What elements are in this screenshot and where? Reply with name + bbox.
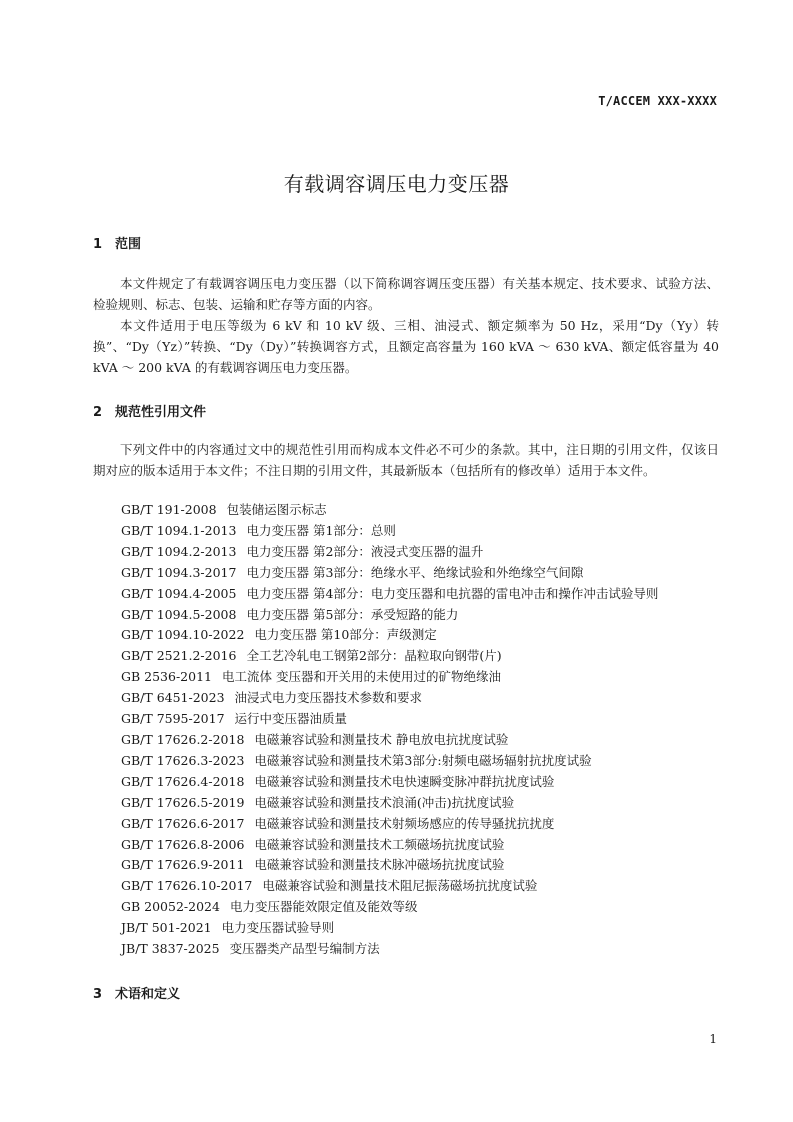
section-title: 范围	[115, 237, 142, 252]
reference-item	[121, 542, 721, 563]
references-intro-paragraph: 下列文件中的内容通过文中的规范性引用而构成本文件必不可少的条款。其中，注日期的引用文件，仅该日期对应的版本适用于本文件；不注日期的引用文件，其最新版本（包括所有的修改单）适用于本文件。	[93, 442, 719, 478]
reference-item	[121, 835, 721, 856]
reference-item	[121, 500, 721, 521]
reference-title: 全工艺冷轧电工钢第2部分：晶粒取向钢带(片)	[246, 648, 502, 664]
reference-code: GB/T 17626.6-2017	[121, 815, 245, 831]
reference-item	[121, 667, 721, 688]
reference-title: 电磁兼容试验和测量技术脉冲磁场抗扰度试验	[254, 857, 505, 873]
reference-item	[121, 625, 721, 646]
reference-title: 电磁兼容试验和测量技术 静电放电抗扰度试验	[254, 731, 509, 747]
reference-item	[121, 688, 721, 709]
section-heading-normative-references	[93, 401, 206, 420]
reference-code: JB/T 3837-2025	[121, 941, 220, 957]
section-number: 2	[93, 405, 103, 420]
reference-code: GB 20052-2024	[121, 899, 220, 915]
reference-code: GB/T 17626.2-2018	[121, 731, 245, 747]
reference-code: GB/T 17626.3-2023	[121, 752, 245, 768]
reference-item	[121, 918, 721, 939]
reference-item	[121, 939, 721, 960]
reference-title: 电磁兼容试验和测量技术电快速瞬变脉冲群抗扰度试验	[254, 773, 555, 789]
reference-item	[121, 521, 721, 542]
scope-paragraph-1: 本文件规定了有载调容调压电力变压器（以下简称调容调压变压器）有关基本规定、技术要求、试验方法、检验规则、标志、包装、运输和贮存等方面的内容。	[93, 276, 719, 312]
reference-code: GB/T 17626.10-2017	[121, 878, 253, 894]
reference-item	[121, 897, 721, 918]
reference-title: 电力变压器 第5部分：承受短路的能力	[246, 606, 459, 622]
reference-title: 运行中变压器油质量	[234, 711, 348, 727]
reference-title: 电力变压器 第4部分：电力变压器和电抗器的雷电冲击和操作冲击试验导则	[246, 585, 659, 601]
reference-item	[121, 814, 721, 835]
reference-title: 电磁兼容试验和测量技术工频磁场抗扰度试验	[254, 836, 505, 852]
reference-title: 变压器类产品型号编制方法	[229, 941, 380, 957]
reference-item	[121, 876, 721, 897]
reference-item	[121, 563, 721, 584]
reference-item	[121, 605, 721, 626]
reference-item	[121, 584, 721, 605]
reference-title: 电力变压器 第10部分：声级测定	[254, 627, 437, 643]
document-code: T/ACCEM XXX-XXXX	[598, 94, 717, 108]
reference-item	[121, 855, 721, 876]
reference-title: 电磁兼容试验和测量技术阻尼振荡磁场抗扰度试验	[262, 878, 538, 894]
reference-title: 电力变压器试验导则	[221, 920, 335, 936]
reference-title: 电磁兼容试验和测量技术射频场感应的传导骚扰抗扰度	[254, 815, 555, 831]
reference-code: GB/T 1094.2-2013	[121, 543, 237, 559]
section-heading-terms-definitions	[93, 983, 180, 1002]
section-title: 术语和定义	[115, 987, 181, 1002]
reference-code: GB/T 1094.4-2005	[121, 585, 237, 601]
reference-item	[121, 646, 721, 667]
page-number: 1	[709, 1032, 717, 1046]
section-title: 规范性引用文件	[115, 405, 207, 420]
reference-title: 电力变压器 第2部分：液浸式变压器的温升	[246, 543, 484, 559]
reference-code: GB/T 17626.5-2019	[121, 794, 245, 810]
reference-code: JB/T 501-2021	[121, 920, 212, 936]
reference-title: 电力变压器 第1部分：总则	[246, 522, 396, 538]
reference-code: GB/T 17626.9-2011	[121, 857, 245, 873]
reference-title: 电力变压器 第3部分：绝缘水平、绝缘试验和外绝缘空气间隙	[246, 564, 584, 580]
section-number: 1	[93, 237, 103, 252]
reference-code: GB/T 1094.5-2008	[121, 606, 237, 622]
section-number: 3	[93, 987, 103, 1002]
reference-item	[121, 793, 721, 814]
reference-code: GB/T 2521.2-2016	[121, 648, 237, 664]
reference-code: GB/T 7595-2017	[121, 711, 225, 727]
reference-code: GB 2536-2011	[121, 669, 212, 685]
section-heading-scope	[93, 233, 141, 252]
document-title: 有载调容调压电力变压器	[283, 172, 510, 196]
reference-code: GB/T 1094.1-2013	[121, 522, 237, 538]
scope-paragraph-2: 本文件适用于电压等级为 6 kV 和 10 kV 级、三相、油浸式、额定频率为 50 Hz，采用“Dy（Yy）转换”、“Dy（Yz）”转换、“Dy（Dy）”转换调容方式，且额定高容量为 160 kVA ～ 630 kVA、额定低容量为 40 kVA ～ 200 kVA 的有载调容调压电力变压器。	[93, 318, 719, 375]
reference-code: GB/T 17626.8-2006	[121, 836, 245, 852]
reference-title: 油浸式电力变压器技术参数和要求	[234, 690, 423, 706]
reference-title: 包装储运图示标志	[226, 502, 327, 517]
reference-code: GB/T 1094.3-2017	[121, 564, 237, 580]
reference-item	[121, 709, 721, 730]
reference-item	[121, 772, 721, 793]
reference-title: 电力变压器能效限定值及能效等级	[229, 899, 418, 915]
reference-code: GB/T 191-2008	[121, 502, 217, 517]
reference-item	[121, 751, 721, 772]
reference-code: GB/T 17626.4-2018	[121, 773, 245, 789]
reference-title: 电工流体 变压器和开关用的未使用过的矿物绝缘油	[222, 669, 501, 685]
reference-list	[121, 500, 721, 960]
reference-code: GB/T 6451-2023	[121, 690, 225, 706]
reference-title: 电磁兼容试验和测量技术浪涌(冲击)抗扰度试验	[254, 794, 515, 810]
reference-title: 电磁兼容试验和测量技术第3部分:射频电磁场辐射抗扰度试验	[254, 752, 592, 768]
reference-code: GB/T 1094.10-2022	[121, 627, 245, 643]
reference-item	[121, 730, 721, 751]
